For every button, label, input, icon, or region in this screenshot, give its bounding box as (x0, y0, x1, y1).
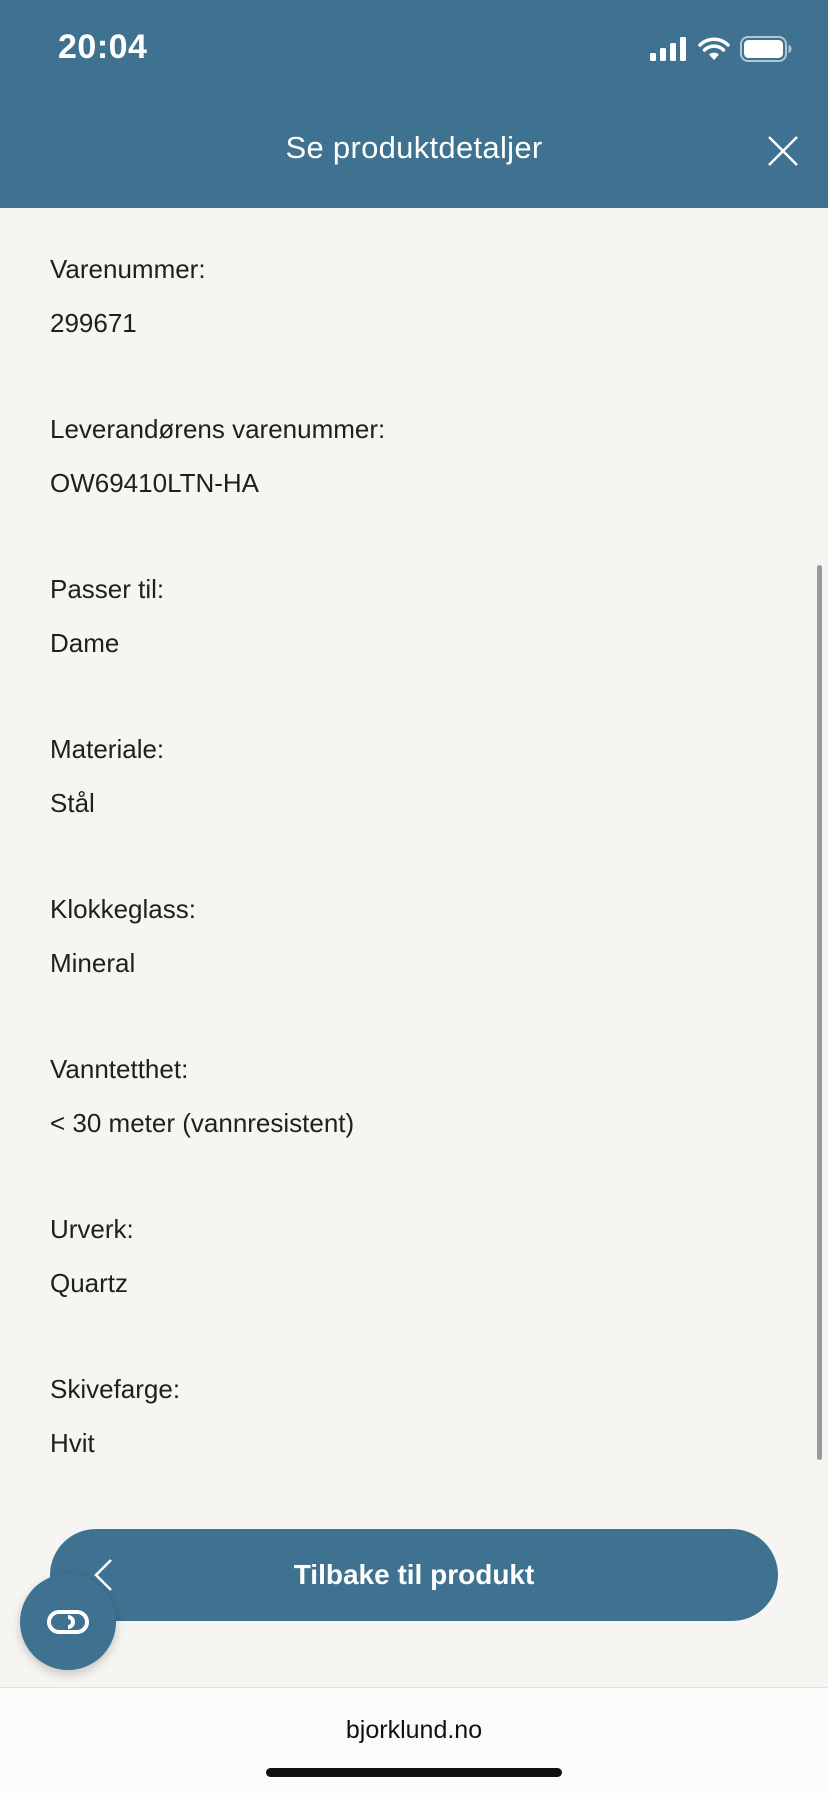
url-label[interactable]: bjorklund.no (345, 1716, 483, 1744)
detail-item-material (50, 688, 780, 848)
back-to-product-button[interactable] (50, 1529, 778, 1621)
detail-label: Klokkeglass: (50, 894, 196, 924)
scrollbar[interactable] (817, 565, 822, 1460)
back-button-label: Tilbake til produkt (293, 1559, 535, 1590)
detail-value: < 30 meter (vannresistent) (50, 1108, 355, 1138)
detail-item-movement (50, 1168, 780, 1328)
detail-label: Varenummer: (50, 254, 206, 284)
detail-item-varenummer (50, 208, 780, 368)
detail-value: Hvit (50, 1428, 95, 1458)
app-header (0, 0, 828, 208)
battery-icon (740, 36, 792, 62)
browser-bottom-bar (0, 1687, 828, 1793)
detail-item-water-resistance (50, 1008, 780, 1168)
status-icons (650, 36, 792, 62)
detail-value: Stål (50, 788, 95, 818)
chat-button[interactable] (20, 1574, 116, 1670)
detail-item-fits (50, 528, 780, 688)
detail-value: Quartz (50, 1268, 129, 1298)
wifi-icon (698, 37, 730, 61)
detail-label: Vanntetthet: (50, 1054, 189, 1084)
detail-label: Materiale: (50, 734, 165, 764)
detail-value: Mineral (50, 948, 136, 978)
chat-link-icon (43, 1609, 93, 1635)
page-title: Se produktdetaljer (285, 130, 543, 165)
detail-label: Leverandørens varenummer: (50, 414, 386, 444)
product-details-list (50, 208, 780, 1488)
home-indicator[interactable] (266, 1768, 562, 1777)
detail-label: Skivefarge: (50, 1374, 181, 1404)
detail-item-dial-color (50, 1328, 780, 1488)
detail-value: 299671 (50, 308, 137, 338)
detail-item-watch-glass (50, 848, 780, 1008)
detail-value: Dame (50, 628, 120, 658)
detail-value: OW69410LTN-HA (50, 468, 260, 498)
status-time: 20:04 (58, 28, 148, 66)
close-icon[interactable] (766, 134, 800, 168)
detail-label: Urverk: (50, 1214, 134, 1244)
detail-item-supplier-number (50, 368, 780, 528)
cellular-signal-icon (650, 37, 688, 61)
detail-label: Passer til: (50, 574, 165, 604)
